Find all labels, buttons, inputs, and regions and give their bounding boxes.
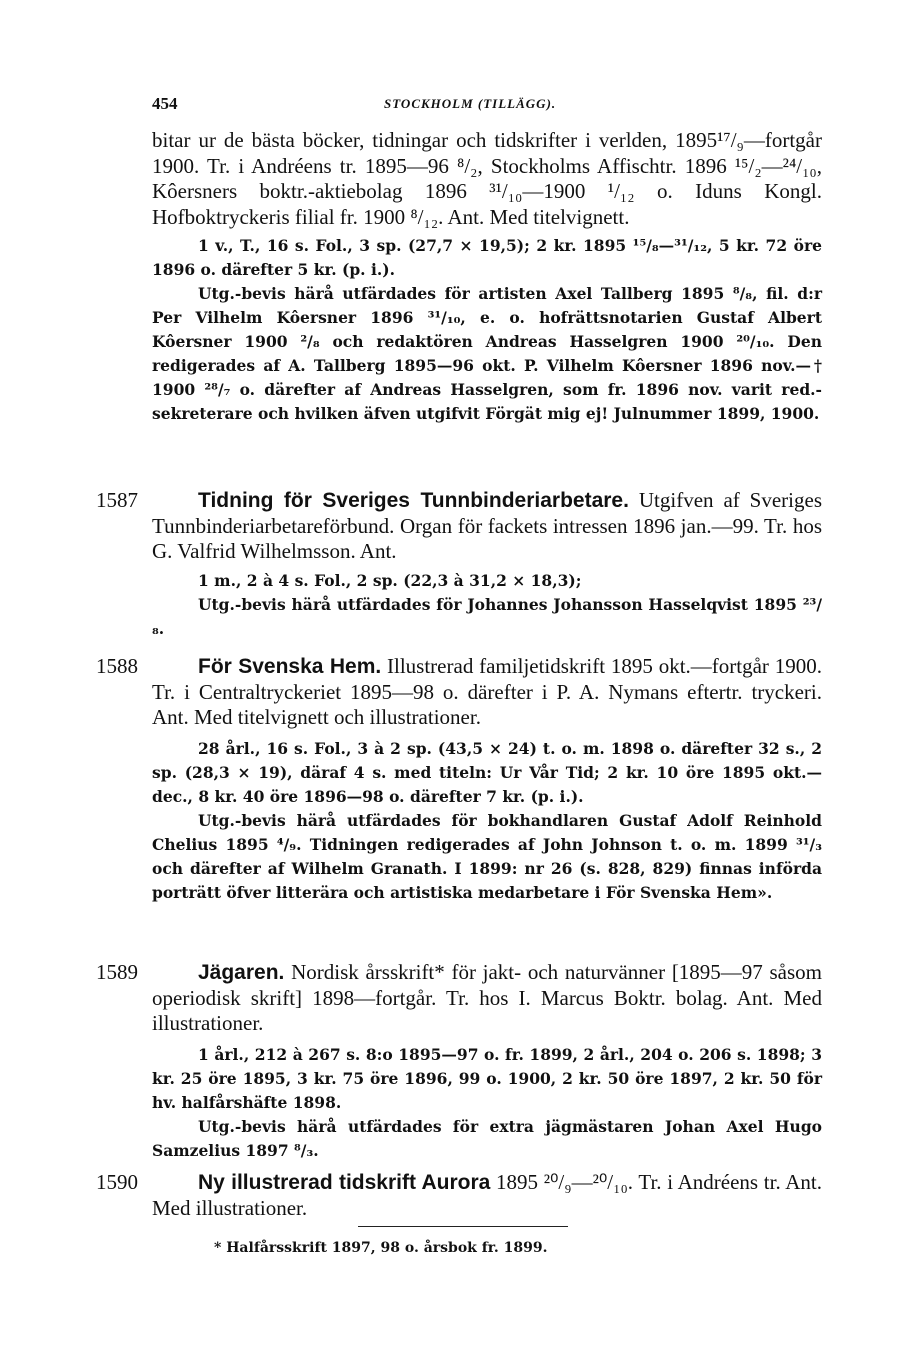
entry-main-text: Utgifven af Sveriges Tunnbinderiarbetareförbund. Organ för fackets intressen 1896 jan.—99. Tr. hos G. Valfrid Wilhelmsson. Ant. [152, 488, 822, 563]
entry-main [152, 960, 822, 1037]
entry-main [152, 654, 822, 731]
entry-1587 [96, 488, 822, 641]
entry-title: För Svenska Hem. [198, 655, 382, 678]
entry-note: Utg.-bevis härå utfärdades för artisten Axel Tallberg 1895 ⁸/₈, fil. d:r Per Vilhelm Kôersner 1896 ³¹/₁₀, e. o. hofrättsnotarien Gustaf Albert Kôersner 1900 ²/₈ och redaktören Andreas Hasselgren 1900 ²⁰/₁₀. Den redigerades af A. Tallberg 1895—96 okt. P. Vilhelm Kôersner 1896 nov.—† 1900 ²⁸/₇ o. därefter af Andreas Hasselgren, som fr. 1896 nov. varit red.-sekreterare och hvilken äfven utgifvit Förgät mig ej! Julnummer 1899, 1900. [152, 284, 822, 423]
entry-title: Ny illustrerad tidskrift Aurora [198, 1171, 491, 1194]
entry-main-text: 1895 ²⁰/₉—²⁰/₁₀. Tr. i Andréens tr. Ant. Med illustrationer. [152, 1170, 822, 1220]
entry-1589 [96, 960, 823, 1163]
entry-number: 1588 [96, 654, 138, 678]
entry-details: 1 m., 2 à 4 s. Fol., 2 sp. (22,3 à 31,2 × 18,3); [198, 570, 582, 590]
running-head: STOCKHOLM (TILLÄGG). [384, 96, 557, 111]
page-header [152, 94, 832, 116]
entry-number: 1587 [96, 488, 138, 512]
page-number: 454 [152, 94, 178, 113]
entry-main-text: Nordisk årsskrift* för jakt- och naturvänner [1895—97 såsom operiodisk skrift] 1898—fortgår. Tr. hos I. Marcus Boktr. bolag. Ant. Med illustrationer. [152, 960, 823, 1035]
entry-1588 [96, 654, 822, 905]
entry-main-text: Illustrerad familjetidskrift 1895 okt.—fortgår 1900. Tr. i Centraltryckeriet 1895—98 o. därefter i P. A. Nymans eftertr. tryckeri. Ant. Med titelvignett och illustrationer. [152, 654, 822, 729]
entry-note: Utg.-bevis härå utfärdades för bokhandlaren Gustaf Adolf Reinhold Chelius 1895 ⁴/₉. Tidningen redigerades af John Johnson t. o. m. 1899 ³¹/₃ och därefter af Wilhelm Granath. I 1899: nr 26 (s. 828, 829) finnas införda porträtt öfver litterära och artistiska medarbetare i För Svenska Hem». [152, 810, 822, 902]
entry-title: Jägaren. [198, 961, 285, 984]
entry-number: 1590 [96, 1170, 138, 1194]
entry-main [152, 488, 822, 565]
entry-title: Tidning för Sveriges Tunnbinderiarbetare. [198, 489, 629, 512]
entry-main-text: bitar ur de bästa böcker, tidningar och tidskrifter i verlden, 1895¹⁷/₉—fortgår 1900. Tr. i Andréens tr. 1895—96 ⁸/₂, Stockholms Affischtr. 1896 ¹⁵/₂—²⁴/₁₀, Kôersners boktr.-aktiebolag 1896 ³¹/₁₀—1900 ¹/₁₂ o. Iduns Kongl. Hofboktryckeris filial fr. 1900 ⁸/₁₂. Ant. Med titelvignett. [152, 128, 822, 229]
footnote: * Halfårsskrift 1897, 98 o. årsbok fr. 1899. [214, 1240, 548, 1256]
entry-continuation [152, 128, 822, 426]
entry-note: Utg.-bevis härå utfärdades för Johannes Johansson Hasselqvist 1895 ²³/₈. [152, 594, 822, 638]
footnote-rule [358, 1226, 568, 1227]
entry-details: 1 v., T., 16 s. Fol., 3 sp. (27,7 × 19,5); 2 kr. 1895 ¹⁵/₈—³¹/₁₂, 5 kr. 72 öre 1896 o. därefter 5 kr. (p. i.). [152, 236, 822, 279]
entry-details: 28 årl., 16 s. Fol., 3 à 2 sp. (43,5 × 24) t. o. m. 1898 o. därefter 32 s., 2 sp. (28,3 × 19), däraf 4 s. med titeln: Ur Vår Tid; 2 kr. 10 öre 1895 okt.—dec., 8 kr. 40 öre 1896—98 o. därefter 7 kr. (p. i.). [152, 738, 822, 806]
entry-main [152, 1170, 822, 1221]
entry-number: 1589 [96, 960, 138, 984]
entry-note: Utg.-bevis härå utfärdades för extra jägmästaren Johan Axel Hugo Samzelius 1897 ⁸/₃. [152, 1116, 822, 1160]
entry-1590 [96, 1170, 822, 1221]
entry-details: 1 årl., 212 à 267 s. 8:o 1895—97 o. fr. 1899, 2 årl., 204 o. 206 s. 1898; 3 kr. 25 öre 1895, 3 kr. 75 öre 1896, 99 o. 1900, 2 kr. 50 öre 1897, 2 kr. 50 för hv. halfårshäfte 1898. [152, 1044, 822, 1112]
